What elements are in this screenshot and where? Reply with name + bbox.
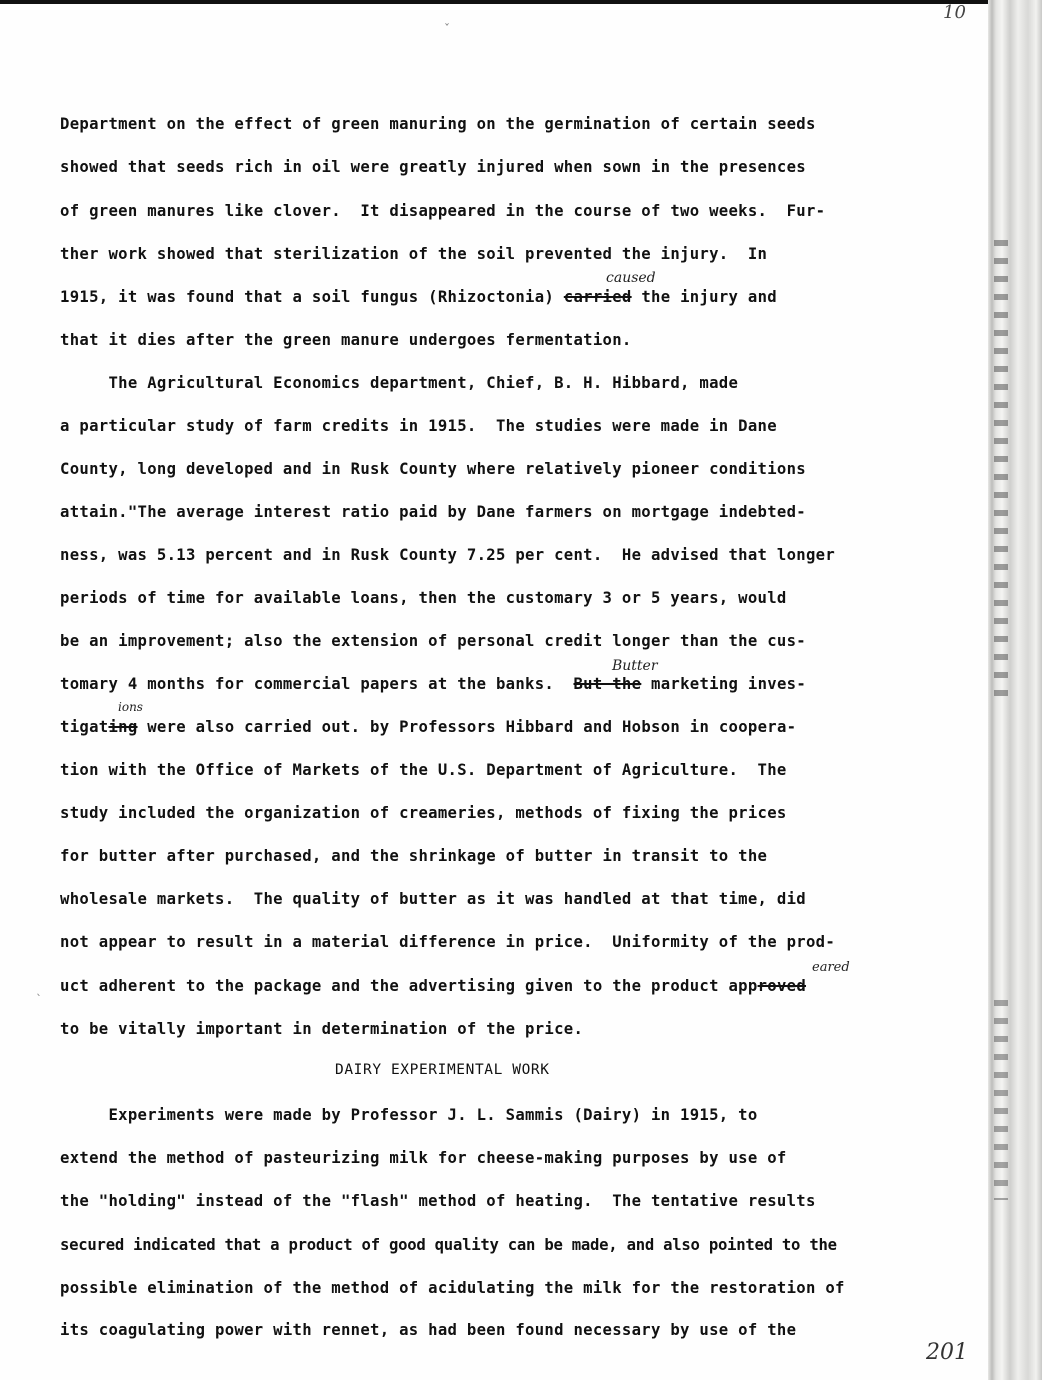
text-line: not appear to result in a material difference in price. Uniformity of the prod- — [60, 933, 836, 951]
text-line: possible elimination of the method of acidulating the milk for the restoration of — [60, 1279, 845, 1297]
text-line: a particular study of farm credits in 1915. The studies were made in Dane — [60, 417, 777, 435]
text-segment: marketing inves- — [641, 675, 807, 693]
text-line: to be vitally important in determination of the price. — [60, 1020, 584, 1038]
struck-word: roved — [757, 977, 807, 995]
margin-tick-mark: ˎ — [36, 982, 42, 996]
text-segment: uct adherent to the package and the advertising given to the product app — [60, 977, 758, 995]
text-line: be an improvement; also the extension of personal credit longer than the cus- — [60, 632, 806, 650]
text-segment: tomary 4 months for commercial papers at the banks. — [60, 675, 574, 693]
struck-word: carried — [563, 288, 632, 306]
book-binding-edge — [988, 0, 1042, 1380]
scan-top-edge — [0, 0, 1042, 4]
handwritten-correction: ions — [118, 700, 143, 714]
text-line: The Agricultural Economics department, Chief, B. H. Hibbard, made — [60, 374, 739, 392]
binding-marks-lower — [994, 1000, 1008, 1200]
text-line-with-correction — [60, 976, 806, 996]
text-line: ther work showed that sterilization of the soil prevented the injury. In — [60, 245, 768, 263]
text-line: its coagulating power with rennet, as had been found necessary by use of the — [60, 1321, 797, 1339]
text-line-with-correction — [60, 674, 806, 694]
text-line: Experiments were made by Professor J. L. Sammis (Dairy) in 1915, to — [60, 1106, 758, 1124]
struck-word: But the — [573, 675, 642, 693]
text-line: that it dies after the green manure undergoes fermentation. — [60, 331, 632, 349]
page-number: 201 — [926, 1340, 968, 1365]
text-segment: tigat — [60, 718, 109, 736]
section-heading: DAIRY EXPERIMENTAL WORK — [335, 1062, 550, 1078]
text-line: secured indicated that a product of good quality can be made, and also pointed to the — [60, 1236, 837, 1254]
handwritten-correction: eared — [812, 960, 850, 975]
stray-tick-mark: ˇ — [444, 22, 450, 36]
text-line: extend the method of pasteurizing milk for cheese-making purposes by use of — [60, 1149, 787, 1167]
text-segment: the injury and — [631, 288, 777, 306]
binding-marks — [994, 240, 1008, 700]
text-line: the "holding" instead of the "flash" method of heating. The tentative results — [60, 1192, 816, 1210]
text-line-with-correction — [60, 287, 777, 307]
text-line: for butter after purchased, and the shrinkage of butter in transit to the — [60, 847, 768, 865]
text-line: of green manures like clover. It disappeared in the course of two weeks. Fur- — [60, 202, 826, 220]
text-line: County, long developed and in Rusk County where relatively pioneer conditions — [60, 460, 806, 478]
handwritten-correction: caused — [606, 270, 656, 286]
struck-word: ing — [108, 718, 138, 736]
text-line: study included the organization of creameries, methods of fixing the prices — [60, 804, 787, 822]
corner-page-mark: 10 — [943, 2, 966, 23]
text-segment: 1915, it was found that a soil fungus (Rhizoctonia) — [60, 288, 564, 306]
text-line: tion with the Office of Markets of the U.S. Department of Agriculture. The — [60, 761, 787, 779]
handwritten-correction: Butter — [612, 658, 658, 674]
text-line: wholesale markets. The quality of butter as it was handled at that time, did — [60, 890, 806, 908]
text-segment: were also carried out. by Professors Hibbard and Hobson in coopera- — [137, 718, 797, 736]
text-line: ness, was 5.13 percent and in Rusk County 7.25 per cent. He advised that longer — [60, 546, 836, 564]
text-line: showed that seeds rich in oil were greatly injured when sown in the presences — [60, 158, 806, 176]
text-line: periods of time for available loans, then the customary 3 or 5 years, would — [60, 589, 787, 607]
text-line-with-correction — [60, 717, 796, 737]
text-line: Department on the effect of green manuring on the germination of certain seeds — [60, 115, 816, 133]
text-line: attain."The average interest ratio paid by Dane farmers on mortgage indebted- — [60, 503, 806, 521]
